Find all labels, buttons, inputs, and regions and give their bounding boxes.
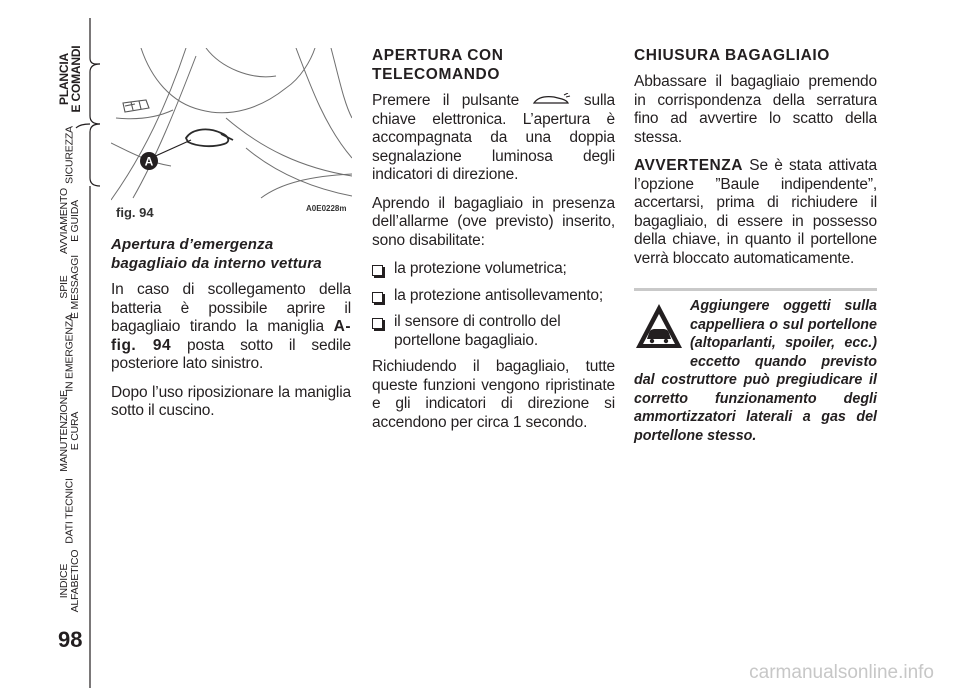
- seat-handle-drawing: [111, 48, 352, 202]
- warning-text: Aggiungere oggetti sulla cappelliera o sul portellone (altoparlanti, spoiler, ecc.) eccetto quando previsto dal costruttore può pregiudicare il corretto funzionamento degli ammortizzatori laterali a gas del portellone stesso.: [634, 298, 877, 444]
- figure-reference: A-fig. 94: [111, 318, 351, 354]
- tab-label: SPIE E MESSAGGI: [58, 255, 81, 319]
- paragraph-text: Premere il pulsante: [372, 92, 532, 109]
- tab-in-emergenza[interactable]: [50, 314, 90, 392]
- chapter-tab-strip: [0, 0, 100, 692]
- list-item: [372, 313, 615, 350]
- paragraph: Richiudendo il bagagliaio, tutte queste funzioni vengono ripristinate e gli indicatori di direzione si accendono per circa 1 secondo.: [372, 358, 615, 431]
- paragraph-text: In caso di scollegamento della batteria è possibile aprire il bagagliaio tirando la maniglia: [111, 281, 351, 335]
- paragraph-text: sulla chiave elettronica. L’apertura è accompagnata da una doppia segnalazione luminosa degli indicatori di direzione.: [372, 92, 615, 183]
- tab-avviamento-e-guida[interactable]: [50, 190, 90, 252]
- checkbox-bullet-icon: [372, 292, 383, 303]
- checkbox-bullet-icon: [372, 265, 383, 276]
- tab-label: DATI TECNICI: [63, 478, 76, 544]
- page-number: 98: [58, 627, 83, 652]
- figure-caption: fig. 94: [116, 205, 154, 220]
- column-remote-opening: [372, 46, 615, 442]
- trunk-key-icon: [532, 93, 572, 106]
- tab-dati-tecnici[interactable]: [50, 480, 90, 542]
- tab-label: SICUREZZA: [63, 126, 76, 184]
- heading-line: TELECOMANDO: [372, 66, 501, 83]
- heading-line: APERTURA CON: [372, 47, 504, 64]
- figure-code: A0E0228m: [306, 204, 347, 213]
- figure-94-illustration: [111, 48, 352, 202]
- list-item-text: la protezione volumetrica;: [394, 260, 567, 277]
- paragraph: [111, 281, 351, 374]
- tab-spie-e-messaggi[interactable]: [50, 256, 90, 318]
- tab-label: AVVIAMENTO E GUIDA: [58, 188, 81, 254]
- warning-divider: [634, 288, 877, 291]
- tab-plancia-e-comandi[interactable]: [50, 45, 90, 113]
- warning-box: [634, 288, 877, 445]
- tab-label: INDICE ALFABETICO: [58, 549, 81, 613]
- tab-indice-alfabetico[interactable]: [50, 550, 90, 612]
- tab-sicurezza[interactable]: [50, 124, 90, 186]
- disabled-functions-list: [372, 260, 615, 350]
- paragraph: [372, 92, 615, 185]
- paragraph-text: posta sotto il sedile posteriore lato sinistro.: [111, 336, 351, 372]
- paragraph: Aprendo il bagagliaio in presenza dell’allarme (ove previsto) inserito, sono disabilitate:: [372, 194, 615, 249]
- list-item-text: il sensore di controllo del portellone bagagliaio.: [394, 313, 561, 349]
- warning-paragraph: [634, 297, 877, 445]
- car-warning-icon: [634, 301, 684, 351]
- paragraph: Abbassare il bagagliaio premendo in corrispondenza della serratura fino ad avvertire lo scatto della stessa.: [634, 73, 877, 146]
- list-item-text: la protezione antisollevamento;: [394, 286, 604, 304]
- watermark: carmanualsonline.info: [749, 662, 934, 683]
- section-heading: Apertura d’emergenza bagagliaio da interno vettura: [111, 236, 322, 272]
- list-item: [372, 260, 615, 279]
- checkbox-bullet-icon: [372, 318, 383, 329]
- paragraph: Dopo l’uso riposizionare la maniglia sotto il cuscino.: [111, 383, 351, 419]
- section-heading: CHIUSURA BAGAGLIAIO: [634, 47, 830, 64]
- tab-label: PLANCIA E COMANDI: [57, 45, 83, 113]
- column-emergency-opening: [111, 235, 351, 431]
- warning-label: AVVERTENZA: [634, 157, 743, 174]
- tab-label: IN EMERGENZA: [63, 314, 76, 392]
- paragraph-text: Se è stata attivata l’opzione ”Baule indipendente”, accertarsi, prima di richiudere il bagagliaio, di essere in possesso della chiave, in quanto il portellone verrà bloccato automaticamente.: [634, 157, 877, 267]
- callout-a: A: [144, 154, 154, 169]
- tab-manutenzione-e-cura[interactable]: [50, 390, 90, 472]
- column-trunk-closing: [634, 46, 877, 278]
- tab-label: MANUTENZIONE E CURA: [58, 390, 81, 472]
- section-heading: [372, 46, 615, 84]
- paragraph: [634, 157, 877, 268]
- list-item: [372, 287, 615, 306]
